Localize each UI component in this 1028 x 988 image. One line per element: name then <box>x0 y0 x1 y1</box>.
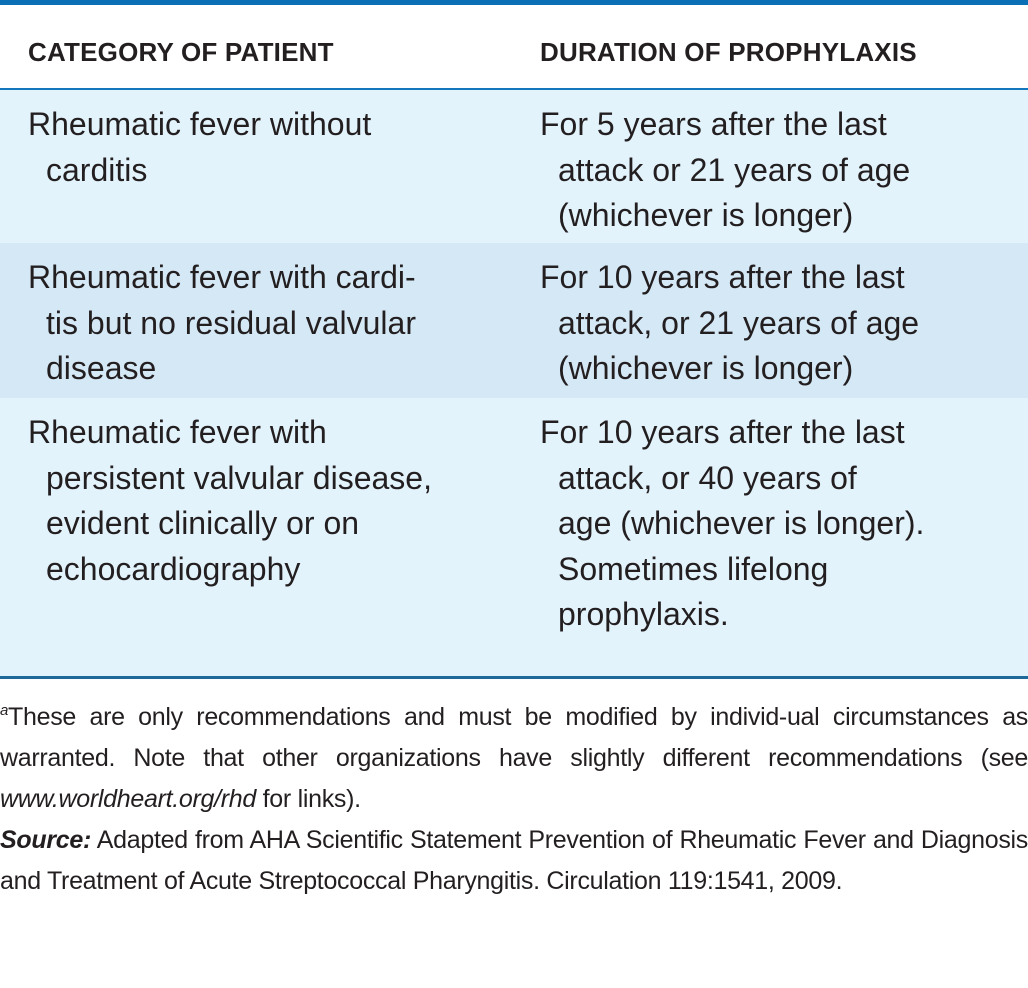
table-header <box>0 5 1028 90</box>
table-footnotes <box>0 697 1028 902</box>
footnote-marker: a <box>0 702 9 719</box>
footnote <box>0 697 1028 820</box>
category-cell: Rheumatic fever with cardi- tis but no residual valvular disease <box>28 259 416 386</box>
category-cell: Rheumatic fever with persistent valvular disease, evident clinically or on echocardiography <box>28 414 432 587</box>
source-note <box>0 820 1028 902</box>
source-text: Adapted from AHA Scientific Statement Prevention of Rheumatic Fever and Diagnosis and Treatment of Acute Streptococcal Pharyngitis. Circulation 119:1541, 2009. <box>0 826 1028 895</box>
header-duration: DURATION OF PROPHYLAXIS <box>540 37 917 67</box>
header-category: CATEGORY OF PATIENT <box>28 37 334 67</box>
source-label: Source: <box>0 826 91 854</box>
table-row <box>0 243 1028 398</box>
category-cell: Rheumatic fever without carditis <box>28 106 372 188</box>
duration-cell: For 10 years after the last attack, or 21 years of age (whichever is longer) <box>540 259 920 386</box>
duration-cell: For 10 years after the last attack, or 40 years of age (whichever is longer). Sometimes lifelong prophylaxis. <box>540 414 925 632</box>
table-row <box>0 90 1028 243</box>
footnote-text: These are only recommendations and must be modified by individ-ual circumstances as warranted. Note that other organizations have slightly different recommendations (see <box>0 703 1028 772</box>
duration-cell: For 5 years after the last attack or 21 years of age (whichever is longer) <box>540 106 911 233</box>
footnote-link[interactable]: www.worldheart.org/rhd <box>0 785 257 813</box>
table-row <box>0 398 1028 679</box>
footnote-text-end: for links). <box>256 785 361 813</box>
